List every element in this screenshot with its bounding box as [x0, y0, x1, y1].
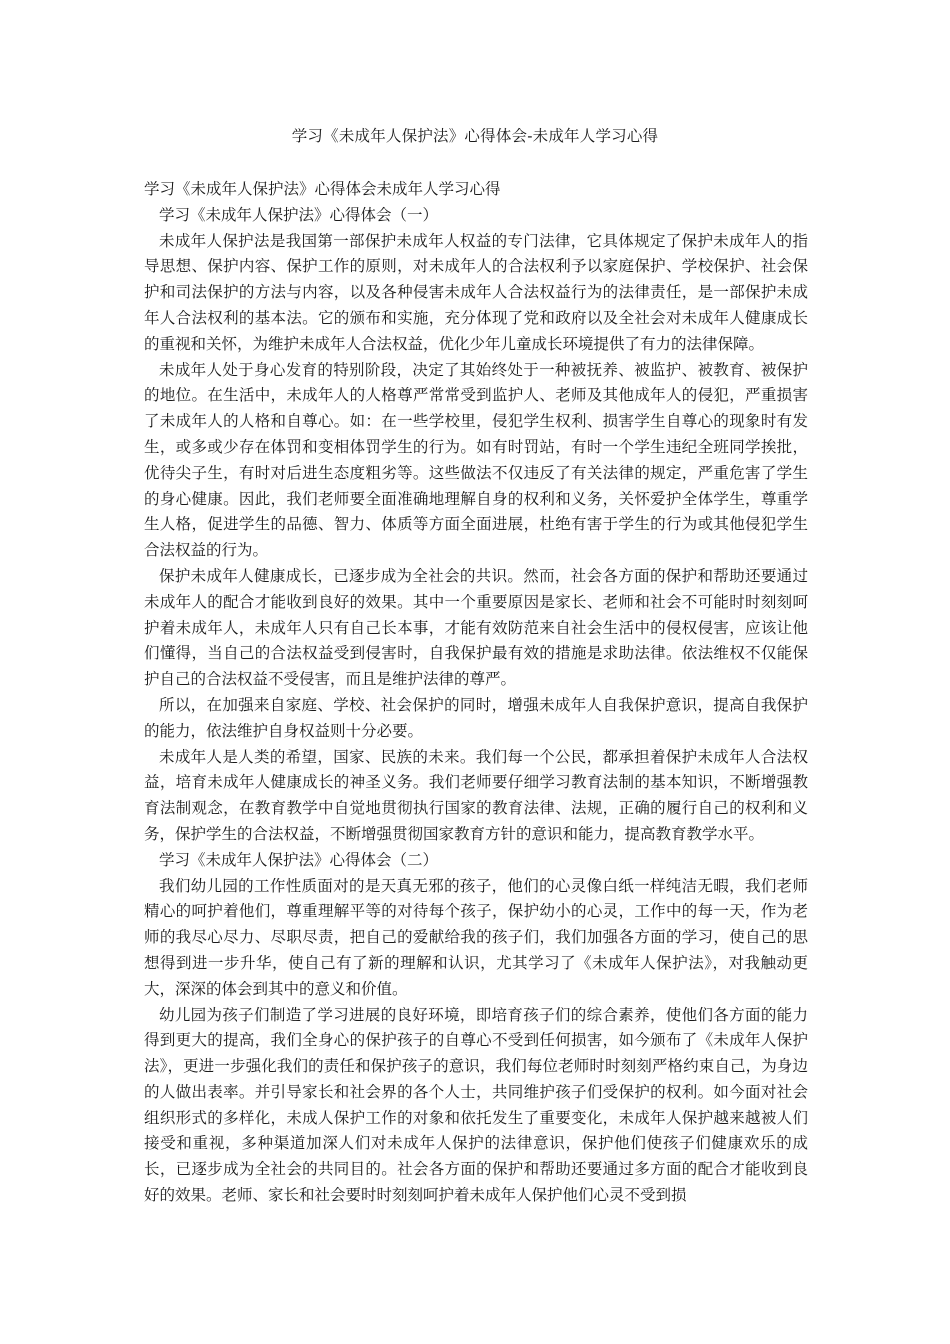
paragraph: 幼儿园为孩子们制造了学习进展的良好环境，即培育孩子们的综合素养，使他们各方面的能力得到更大的提高，我们全身心的保护孩子的自尊心不受到任何损害，如今颁布了《未成年人保护法》，更进一步强化我们的责任和保护孩子的意识，我们每位老师时时刻刻严格约束自己，为身边的人做出表率。并引导家长和社会界的各个人士，共同维护孩子们受保护的权利。如今面对社会组织形式的多样化，未成人保护工作的对象和依托发生了重要变化，未成年人保护越来越被人们接受和重视，多种渠道加深人们对未成年人保护的法律意识，保护他们使孩子们健康欢乐的成长，已逐步成为全社会的共同目的。社会各方面的保护和帮助还要通过多方面的配合才能收到良好的效果。老师、家长和社会要时时刻刻呵护着未成年人保护他们心灵不受到损: [144, 1005, 808, 1205]
document-subtitle: 学习《未成年人保护法》心得体会未成年人学习心得: [144, 180, 501, 198]
document-body: [144, 177, 808, 1209]
document-title: 学习《未成年人保护法》心得体会-未成年人学习心得: [291, 127, 659, 145]
paragraph: 未成年人处于身心发育的特别阶段，决定了其始终处于一种被抚养、被监护、被教育、被保护的地位。在生活中，未成年人的人格尊严常常受到监护人、老师及其他成年人的侵犯，严重损害了未成年人的人格和自尊心。如：在一些学校里，侵犯学生权利、损害学生自尊心的现象时有发生，或多或少存在体罚和变相体罚学生的行为。如有时罚站，有时一个学生违纪全班同学挨批，优待尖子生，有时对后进生态度粗劣等。这些做法不仅违反了有关法律的规定，严重危害了学生的身心健康。因此，我们老师要全面准确地理解自身的权利和义务，关怀爱护全体学生，尊重学生人格，促进学生的品德、智力、体质等方面全面进展，杜绝有害于学生的行为或其他侵犯学生合法权益的行为。: [144, 360, 808, 560]
section-heading-2: 学习《未成年人保护法》心得体会（二）: [159, 850, 439, 869]
paragraph: 保护未成年人健康成长，已逐步成为全社会的共识。然而，社会各方面的保护和帮助还要通过未成年人的配合才能收到良好的效果。其中一个重要原因是家长、老师和社会不可能时时刻刻呵护着未成年人，未成年人只有自己长本事，才能有效防范来自社会生活中的侵权侵害，应该让他们懂得，当自己的合法权益受到侵害时，自我保护最有效的措施是求助法律。依法维权不仅能保护自己的合法权益不受侵害，而且是维护法律的尊严。: [144, 566, 808, 689]
paragraph: 未成年人保护法是我国第一部保护未成年人权益的专门法律，它具体规定了保护未成年人的指导思想、保护内容、保护工作的原则，对未成年人的合法权利予以家庭保护、学校保护、社会保护和司法保护的方法与内容，以及各种侵害未成年人合法权益行为的法律责任，是一部保护未成年人合法权利的基本法。它的颁布和实施，充分体现了党和政府以及全社会对未成年人健康成长的重视和关怀，为维护未成年人合法权益，优化少年儿童成长环境提供了有力的法律保障。: [144, 231, 808, 353]
paragraph: 所以，在加强来自家庭、学校、社会保护的同时，增强未成年人自我保护意识，提高自我保护的能力，依法维护自身权益则十分必要。: [144, 695, 808, 740]
paragraph: 未成年人是人类的希望，国家、民族的未来。我们每一个公民，都承担着保护未成年人合法权益，培育未成年人健康成长的神圣义务。我们老师要仔细学习教育法制的基本知识，不断增强教育法制观念，在教育教学中自觉地贯彻执行国家的教育法律、法规，正确的履行自己的权利和义务，保护学生的合法权益，不断增强贯彻国家教育方针的意识和能力，提高教育教学水平。: [144, 747, 808, 843]
paragraph: 我们幼儿园的工作性质面对的是天真无邪的孩子，他们的心灵像白纸一样纯洁无暇，我们老师精心的呵护着他们，尊重理解平等的对待每个孩子，保护幼小的心灵，工作中的每一天，作为老师的我尽心尽力、尽职尽责，把自己的爱献给我的孩子们，我们加强各方面的学习，使自己的思想得到进一步升华，使自己有了新的理解和认识，尤其学习了《未成年人保护法》，对我触动更大，深深的体会到其中的意义和价值。: [144, 876, 808, 998]
section-heading-1: 学习《未成年人保护法》心得体会（一）: [159, 205, 439, 224]
